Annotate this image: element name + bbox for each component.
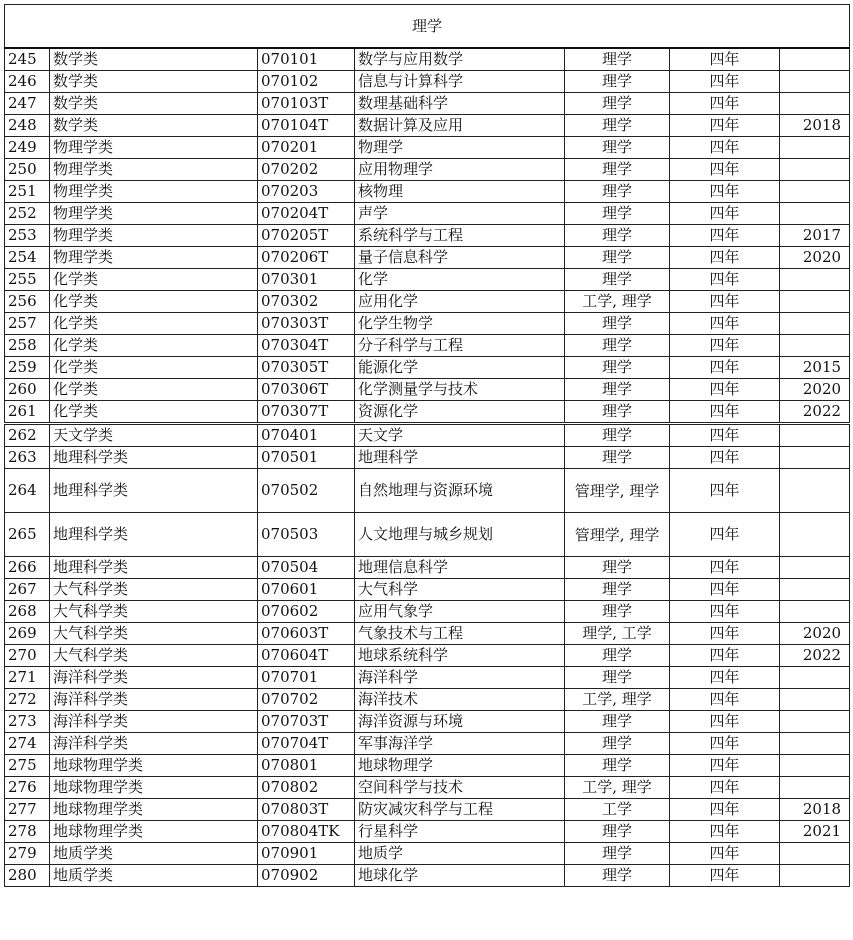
row-number: 250 bbox=[5, 159, 50, 181]
code-cell: 070703T bbox=[258, 711, 355, 733]
row-number: 276 bbox=[5, 777, 50, 799]
major-name-cell: 海洋技术 bbox=[355, 689, 565, 711]
duration-cell: 四年 bbox=[670, 667, 780, 689]
row-number: 278 bbox=[5, 821, 50, 843]
table-row bbox=[5, 579, 850, 601]
section-title: 理学 bbox=[5, 5, 850, 49]
table-row bbox=[5, 137, 850, 159]
major-name-cell: 声学 bbox=[355, 203, 565, 225]
major-name-cell: 分子科学与工程 bbox=[355, 335, 565, 357]
major-name-cell: 天文学 bbox=[355, 424, 565, 447]
table-row bbox=[5, 379, 850, 401]
year-added-cell bbox=[780, 203, 850, 225]
row-number: 248 bbox=[5, 115, 50, 137]
table-row bbox=[5, 48, 850, 71]
row-number: 274 bbox=[5, 733, 50, 755]
code-cell: 070804TK bbox=[258, 821, 355, 843]
code-cell: 070101 bbox=[258, 48, 355, 71]
code-cell: 070104T bbox=[258, 115, 355, 137]
code-cell: 070204T bbox=[258, 203, 355, 225]
degree-cell: 理学 bbox=[565, 93, 670, 115]
degree-cell: 理学 bbox=[565, 379, 670, 401]
category-cell: 地质学类 bbox=[50, 865, 258, 887]
duration-cell: 四年 bbox=[670, 733, 780, 755]
row-number: 265 bbox=[5, 513, 50, 557]
degree-cell: 理学 bbox=[565, 865, 670, 887]
duration-cell: 四年 bbox=[670, 843, 780, 865]
table-row bbox=[5, 225, 850, 247]
category-cell: 数学类 bbox=[50, 71, 258, 93]
major-name-cell: 地质学 bbox=[355, 843, 565, 865]
row-number: 266 bbox=[5, 557, 50, 579]
row-number: 251 bbox=[5, 181, 50, 203]
year-added-cell bbox=[780, 335, 850, 357]
duration-cell: 四年 bbox=[670, 557, 780, 579]
row-number: 260 bbox=[5, 379, 50, 401]
code-cell: 070307T bbox=[258, 401, 355, 424]
table-row bbox=[5, 821, 850, 843]
degree-cell: 理学 bbox=[565, 645, 670, 667]
duration-cell: 四年 bbox=[670, 601, 780, 623]
table-row bbox=[5, 799, 850, 821]
year-added-cell bbox=[780, 291, 850, 313]
year-added-cell: 2020 bbox=[780, 623, 850, 645]
code-cell: 070301 bbox=[258, 269, 355, 291]
table-row bbox=[5, 623, 850, 645]
duration-cell: 四年 bbox=[670, 225, 780, 247]
duration-cell: 四年 bbox=[670, 48, 780, 71]
major-name-cell: 气象技术与工程 bbox=[355, 623, 565, 645]
row-number: 245 bbox=[5, 48, 50, 71]
degree-cell: 理学 bbox=[565, 821, 670, 843]
table-row bbox=[5, 71, 850, 93]
row-number: 272 bbox=[5, 689, 50, 711]
major-name-cell: 行星科学 bbox=[355, 821, 565, 843]
degree-cell: 理学 bbox=[565, 225, 670, 247]
category-cell: 地理科学类 bbox=[50, 447, 258, 469]
major-name-cell: 应用气象学 bbox=[355, 601, 565, 623]
major-name-cell: 海洋资源与环境 bbox=[355, 711, 565, 733]
duration-cell: 四年 bbox=[670, 357, 780, 379]
major-name-cell: 化学 bbox=[355, 269, 565, 291]
year-added-cell bbox=[780, 579, 850, 601]
degree-cell: 理学 bbox=[565, 313, 670, 335]
table-row bbox=[5, 645, 850, 667]
code-cell: 070602 bbox=[258, 601, 355, 623]
degree-cell: 理学 bbox=[565, 424, 670, 447]
duration-cell: 四年 bbox=[670, 335, 780, 357]
year-added-cell bbox=[780, 424, 850, 447]
degree-cell: 工学, 理学 bbox=[565, 291, 670, 313]
year-added-cell: 2018 bbox=[780, 799, 850, 821]
year-added-cell bbox=[780, 48, 850, 71]
year-added-cell bbox=[780, 269, 850, 291]
year-added-cell bbox=[780, 159, 850, 181]
major-name-cell: 空间科学与技术 bbox=[355, 777, 565, 799]
year-added-cell: 2020 bbox=[780, 247, 850, 269]
duration-cell: 四年 bbox=[670, 115, 780, 137]
category-cell: 海洋科学类 bbox=[50, 689, 258, 711]
degree-cell: 理学 bbox=[565, 335, 670, 357]
duration-cell: 四年 bbox=[670, 71, 780, 93]
major-catalog-table bbox=[4, 4, 850, 887]
degree-cell: 理学 bbox=[565, 181, 670, 203]
duration-cell: 四年 bbox=[670, 203, 780, 225]
degree-cell: 理学 bbox=[565, 71, 670, 93]
major-name-cell: 化学生物学 bbox=[355, 313, 565, 335]
year-added-cell: 2021 bbox=[780, 821, 850, 843]
major-name-cell: 物理学 bbox=[355, 137, 565, 159]
code-cell: 070902 bbox=[258, 865, 355, 887]
category-cell: 数学类 bbox=[50, 115, 258, 137]
duration-cell: 四年 bbox=[670, 93, 780, 115]
table-row bbox=[5, 557, 850, 579]
year-added-cell bbox=[780, 469, 850, 513]
duration-cell: 四年 bbox=[670, 137, 780, 159]
degree-cell: 工学, 理学 bbox=[565, 777, 670, 799]
table-row bbox=[5, 291, 850, 313]
year-added-cell: 2015 bbox=[780, 357, 850, 379]
major-name-cell: 化学测量学与技术 bbox=[355, 379, 565, 401]
row-number: 256 bbox=[5, 291, 50, 313]
category-cell: 数学类 bbox=[50, 48, 258, 71]
category-cell: 地理科学类 bbox=[50, 557, 258, 579]
row-number: 262 bbox=[5, 424, 50, 447]
table-row bbox=[5, 513, 850, 557]
table-row bbox=[5, 335, 850, 357]
degree-cell: 理学 bbox=[565, 48, 670, 71]
table-row bbox=[5, 357, 850, 379]
duration-cell: 四年 bbox=[670, 181, 780, 203]
table-row bbox=[5, 313, 850, 335]
year-added-cell bbox=[780, 865, 850, 887]
major-name-cell: 核物理 bbox=[355, 181, 565, 203]
year-added-cell bbox=[780, 93, 850, 115]
duration-cell: 四年 bbox=[670, 269, 780, 291]
category-cell: 海洋科学类 bbox=[50, 711, 258, 733]
major-name-cell: 自然地理与资源环境 bbox=[355, 469, 565, 513]
category-cell: 大气科学类 bbox=[50, 601, 258, 623]
degree-cell: 理学 bbox=[565, 755, 670, 777]
row-number: 269 bbox=[5, 623, 50, 645]
year-added-cell bbox=[780, 313, 850, 335]
table-row bbox=[5, 733, 850, 755]
category-cell: 地质学类 bbox=[50, 843, 258, 865]
major-name-cell: 数理基础科学 bbox=[355, 93, 565, 115]
major-name-cell: 防灾减灾科学与工程 bbox=[355, 799, 565, 821]
category-cell: 化学类 bbox=[50, 269, 258, 291]
code-cell: 070502 bbox=[258, 469, 355, 513]
duration-cell: 四年 bbox=[670, 579, 780, 601]
year-added-cell: 2022 bbox=[780, 645, 850, 667]
duration-cell: 四年 bbox=[670, 401, 780, 424]
year-added-cell bbox=[780, 711, 850, 733]
year-added-cell bbox=[780, 181, 850, 203]
degree-cell: 理学 bbox=[565, 711, 670, 733]
year-added-cell bbox=[780, 777, 850, 799]
category-cell: 物理学类 bbox=[50, 225, 258, 247]
table-row bbox=[5, 401, 850, 424]
major-name-cell: 地球物理学 bbox=[355, 755, 565, 777]
category-cell: 数学类 bbox=[50, 93, 258, 115]
year-added-cell bbox=[780, 667, 850, 689]
category-cell: 物理学类 bbox=[50, 181, 258, 203]
category-cell: 地理科学类 bbox=[50, 469, 258, 513]
duration-cell: 四年 bbox=[670, 623, 780, 645]
code-cell: 070704T bbox=[258, 733, 355, 755]
category-cell: 物理学类 bbox=[50, 159, 258, 181]
row-number: 280 bbox=[5, 865, 50, 887]
code-cell: 070802 bbox=[258, 777, 355, 799]
table-row bbox=[5, 469, 850, 513]
code-cell: 070306T bbox=[258, 379, 355, 401]
year-added-cell: 2020 bbox=[780, 379, 850, 401]
category-cell: 物理学类 bbox=[50, 137, 258, 159]
degree-cell: 理学 bbox=[565, 447, 670, 469]
code-cell: 070303T bbox=[258, 313, 355, 335]
table-row bbox=[5, 424, 850, 447]
category-cell: 地球物理学类 bbox=[50, 799, 258, 821]
year-added-cell: 2018 bbox=[780, 115, 850, 137]
major-name-cell: 海洋科学 bbox=[355, 667, 565, 689]
category-cell: 化学类 bbox=[50, 379, 258, 401]
major-name-cell: 能源化学 bbox=[355, 357, 565, 379]
major-name-cell: 大气科学 bbox=[355, 579, 565, 601]
row-number: 258 bbox=[5, 335, 50, 357]
code-cell: 070504 bbox=[258, 557, 355, 579]
table-row bbox=[5, 689, 850, 711]
duration-cell: 四年 bbox=[670, 424, 780, 447]
table-row bbox=[5, 447, 850, 469]
degree-cell: 理学, 工学 bbox=[565, 623, 670, 645]
row-number: 254 bbox=[5, 247, 50, 269]
code-cell: 070304T bbox=[258, 335, 355, 357]
code-cell: 070205T bbox=[258, 225, 355, 247]
code-cell: 070901 bbox=[258, 843, 355, 865]
major-name-cell: 地理科学 bbox=[355, 447, 565, 469]
table-row bbox=[5, 247, 850, 269]
major-name-cell: 军事海洋学 bbox=[355, 733, 565, 755]
row-number: 277 bbox=[5, 799, 50, 821]
major-name-cell: 信息与计算科学 bbox=[355, 71, 565, 93]
row-number: 247 bbox=[5, 93, 50, 115]
major-name-cell: 量子信息科学 bbox=[355, 247, 565, 269]
category-cell: 化学类 bbox=[50, 357, 258, 379]
code-cell: 070503 bbox=[258, 513, 355, 557]
degree-cell: 理学 bbox=[565, 401, 670, 424]
row-number: 252 bbox=[5, 203, 50, 225]
year-added-cell bbox=[780, 447, 850, 469]
code-cell: 070203 bbox=[258, 181, 355, 203]
row-number: 253 bbox=[5, 225, 50, 247]
year-added-cell bbox=[780, 733, 850, 755]
duration-cell: 四年 bbox=[670, 645, 780, 667]
category-cell: 物理学类 bbox=[50, 203, 258, 225]
table-row bbox=[5, 159, 850, 181]
row-number: 246 bbox=[5, 71, 50, 93]
degree-cell: 理学 bbox=[565, 733, 670, 755]
row-number: 249 bbox=[5, 137, 50, 159]
duration-cell: 四年 bbox=[670, 447, 780, 469]
degree-cell: 理学 bbox=[565, 843, 670, 865]
category-cell: 天文学类 bbox=[50, 424, 258, 447]
major-name-cell: 人文地理与城乡规划 bbox=[355, 513, 565, 557]
category-cell: 化学类 bbox=[50, 335, 258, 357]
year-added-cell bbox=[780, 755, 850, 777]
category-cell: 物理学类 bbox=[50, 247, 258, 269]
row-number: 264 bbox=[5, 469, 50, 513]
major-name-cell: 地理信息科学 bbox=[355, 557, 565, 579]
duration-cell: 四年 bbox=[670, 247, 780, 269]
degree-cell: 理学 bbox=[565, 557, 670, 579]
category-cell: 大气科学类 bbox=[50, 645, 258, 667]
duration-cell: 四年 bbox=[670, 821, 780, 843]
degree-cell: 理学 bbox=[565, 159, 670, 181]
row-number: 261 bbox=[5, 401, 50, 424]
degree-cell: 理学 bbox=[565, 247, 670, 269]
duration-cell: 四年 bbox=[670, 313, 780, 335]
year-added-cell: 2017 bbox=[780, 225, 850, 247]
code-cell: 070603T bbox=[258, 623, 355, 645]
category-cell: 海洋科学类 bbox=[50, 733, 258, 755]
year-added-cell bbox=[780, 689, 850, 711]
degree-cell: 理学 bbox=[565, 357, 670, 379]
degree-cell: 理学 bbox=[565, 115, 670, 137]
category-cell: 地球物理学类 bbox=[50, 821, 258, 843]
row-number: 255 bbox=[5, 269, 50, 291]
category-cell: 化学类 bbox=[50, 291, 258, 313]
major-name-cell: 数据计算及应用 bbox=[355, 115, 565, 137]
code-cell: 070801 bbox=[258, 755, 355, 777]
category-cell: 大气科学类 bbox=[50, 579, 258, 601]
year-added-cell bbox=[780, 137, 850, 159]
degree-cell: 理学 bbox=[565, 203, 670, 225]
table-row bbox=[5, 93, 850, 115]
duration-cell: 四年 bbox=[670, 799, 780, 821]
code-cell: 070601 bbox=[258, 579, 355, 601]
table-row bbox=[5, 601, 850, 623]
year-added-cell bbox=[780, 513, 850, 557]
duration-cell: 四年 bbox=[670, 159, 780, 181]
category-cell: 地球物理学类 bbox=[50, 777, 258, 799]
degree-cell: 工学 bbox=[565, 799, 670, 821]
year-added-cell bbox=[780, 843, 850, 865]
code-cell: 070206T bbox=[258, 247, 355, 269]
year-added-cell bbox=[780, 557, 850, 579]
table-row bbox=[5, 667, 850, 689]
degree-cell: 理学 bbox=[565, 667, 670, 689]
table-row bbox=[5, 203, 850, 225]
major-catalog-sheet bbox=[4, 4, 849, 887]
code-cell: 070803T bbox=[258, 799, 355, 821]
degree-cell: 理学 bbox=[565, 579, 670, 601]
year-added-cell bbox=[780, 601, 850, 623]
table-row bbox=[5, 269, 850, 291]
row-number: 268 bbox=[5, 601, 50, 623]
degree-cell: 理学 bbox=[565, 137, 670, 159]
major-name-cell: 应用化学 bbox=[355, 291, 565, 313]
duration-cell: 四年 bbox=[670, 865, 780, 887]
year-added-cell: 2022 bbox=[780, 401, 850, 424]
category-cell: 化学类 bbox=[50, 401, 258, 424]
code-cell: 070305T bbox=[258, 357, 355, 379]
row-number: 275 bbox=[5, 755, 50, 777]
code-cell: 070401 bbox=[258, 424, 355, 447]
category-cell: 地理科学类 bbox=[50, 513, 258, 557]
duration-cell: 四年 bbox=[670, 469, 780, 513]
degree-cell: 理学 bbox=[565, 601, 670, 623]
code-cell: 070202 bbox=[258, 159, 355, 181]
table-row bbox=[5, 181, 850, 203]
major-name-cell: 数学与应用数学 bbox=[355, 48, 565, 71]
major-name-cell: 资源化学 bbox=[355, 401, 565, 424]
table-row bbox=[5, 755, 850, 777]
duration-cell: 四年 bbox=[670, 689, 780, 711]
row-number: 279 bbox=[5, 843, 50, 865]
duration-cell: 四年 bbox=[670, 755, 780, 777]
code-cell: 070604T bbox=[258, 645, 355, 667]
degree-cell: 理学 bbox=[565, 269, 670, 291]
duration-cell: 四年 bbox=[670, 379, 780, 401]
code-cell: 070302 bbox=[258, 291, 355, 313]
year-added-cell bbox=[780, 71, 850, 93]
degree-cell: 管理学, 理学 bbox=[565, 513, 670, 557]
category-cell: 地球物理学类 bbox=[50, 755, 258, 777]
duration-cell: 四年 bbox=[670, 777, 780, 799]
degree-cell: 工学, 理学 bbox=[565, 689, 670, 711]
code-cell: 070701 bbox=[258, 667, 355, 689]
category-cell: 海洋科学类 bbox=[50, 667, 258, 689]
code-cell: 070702 bbox=[258, 689, 355, 711]
code-cell: 070102 bbox=[258, 71, 355, 93]
code-cell: 070201 bbox=[258, 137, 355, 159]
table-row bbox=[5, 865, 850, 887]
code-cell: 070501 bbox=[258, 447, 355, 469]
row-number: 259 bbox=[5, 357, 50, 379]
duration-cell: 四年 bbox=[670, 291, 780, 313]
row-number: 270 bbox=[5, 645, 50, 667]
row-number: 273 bbox=[5, 711, 50, 733]
table-row bbox=[5, 777, 850, 799]
category-cell: 大气科学类 bbox=[50, 623, 258, 645]
duration-cell: 四年 bbox=[670, 711, 780, 733]
row-number: 267 bbox=[5, 579, 50, 601]
category-cell: 化学类 bbox=[50, 313, 258, 335]
major-name-cell: 应用物理学 bbox=[355, 159, 565, 181]
major-name-cell: 系统科学与工程 bbox=[355, 225, 565, 247]
major-name-cell: 地球系统科学 bbox=[355, 645, 565, 667]
row-number: 257 bbox=[5, 313, 50, 335]
code-cell: 070103T bbox=[258, 93, 355, 115]
row-number: 271 bbox=[5, 667, 50, 689]
table-row bbox=[5, 843, 850, 865]
table-row bbox=[5, 711, 850, 733]
table-row bbox=[5, 115, 850, 137]
major-name-cell: 地球化学 bbox=[355, 865, 565, 887]
degree-cell: 管理学, 理学 bbox=[565, 469, 670, 513]
row-number: 263 bbox=[5, 447, 50, 469]
duration-cell: 四年 bbox=[670, 513, 780, 557]
